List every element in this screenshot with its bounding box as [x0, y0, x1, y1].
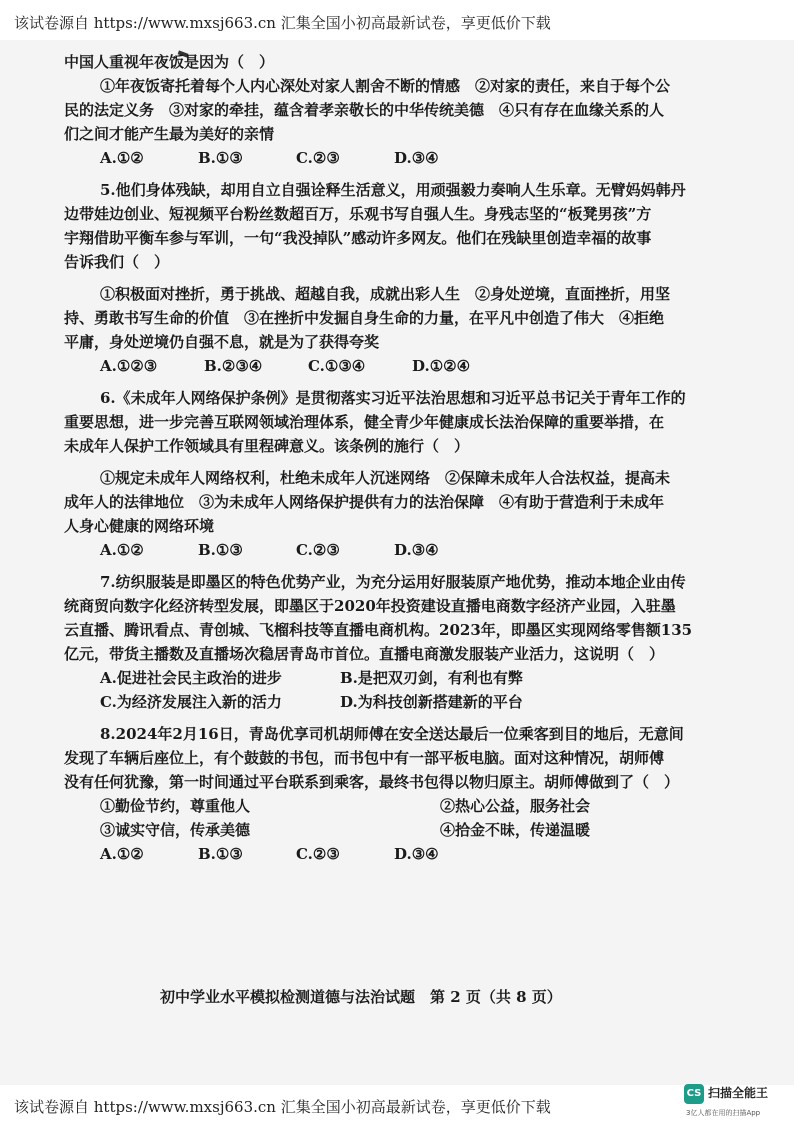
statement-row — [64, 818, 724, 842]
camscanner-logo-icon: CS — [684, 1084, 704, 1104]
statement-1: ①勤俭节约，尊重他人 — [100, 797, 251, 815]
option-a: A.①②③ — [100, 357, 158, 375]
question-5-stem-line: 宇翔借助平衡车参与军训，一句“我没掉队”感动许多网友。他们在残缺里创造幸福的故事 — [64, 229, 652, 247]
statement-line: ①积极面对挫折，勇于挑战、超越自我，成就出彩人生 ②身处逆境，直面挫折，用坚 — [100, 285, 671, 303]
statement-line: ①规定未成年人网络权利，杜绝未成年人沉迷网络 ②保障未成年人合法权益，提高未 — [100, 469, 671, 487]
option-a: A.①② — [100, 845, 144, 863]
question-8-stem-line: 发现了车辆后座位上，有个鼓鼓的书包，而书包中有一部平板电脑。面对这种情况，胡师傅 — [64, 749, 665, 767]
statement-line: ①年夜饭寄托着每个人内心深处对家人割舍不断的情感 ②对家的责任，来自于每个公 — [100, 77, 671, 95]
badge-subtitle: 3亿人都在用的扫描App — [686, 1109, 761, 1117]
option-a: A.促进社会民主政治的进步 — [100, 669, 282, 687]
option-c: C.②③ — [296, 149, 340, 167]
option-b: B.①③ — [198, 541, 243, 559]
question-7-stem-line: 统商贸向数字化经济转型发展，即墨区于2020年投资建设直播电商数字经济产业园，入驻墨 — [64, 597, 676, 615]
question-content — [64, 50, 724, 866]
option-d: D.③④ — [394, 541, 439, 559]
question-4-options — [64, 146, 724, 170]
question-5 — [64, 178, 724, 378]
option-d: D.③④ — [394, 149, 439, 167]
statement-line: 成年人的法律地位 ③为未成年人网络保护提供有力的法治保障 ④有助于营造利于未成年 — [64, 493, 665, 511]
question-8-stem-line: 没有任何犹豫，第一时间通过平台联系到乘客，最终书包得以物归原主。胡师傅做到了（ ） — [64, 773, 680, 791]
option-c: C.②③ — [296, 541, 340, 559]
question-7-stem-line: 亿元，带货主播数及直播场次稳居青岛市首位。直播电商激发服装产业活力，这说明（ ） — [64, 645, 665, 663]
question-4-stem: 中国人重视年夜饭是因为（ ） — [64, 53, 275, 71]
question-7-stem-line: 云直播、腾讯看点、青创城、飞榴科技等直播电商机构。2023年，即墨区实现网络零售额135 — [64, 621, 693, 639]
question-6-options — [64, 538, 724, 562]
statement-2: ②热心公益，服务社会 — [440, 797, 591, 815]
statement-row — [64, 794, 724, 818]
question-4 — [64, 50, 724, 170]
option-b: B.①③ — [198, 149, 243, 167]
page-footer: 初中学业水平模拟检测道德与法治试题 第 2 页（共 8 页） — [160, 988, 562, 1006]
option-b: B.是把双刃剑，有利也有弊 — [340, 669, 523, 687]
option-d: D.为科技创新搭建新的平台 — [340, 693, 523, 711]
question-7 — [64, 570, 724, 714]
question-6-stem-line: 重要思想，进一步完善互联网领域治理体系，健全青少年健康成长法治保障的重要举措，在 — [64, 413, 665, 431]
option-c: C.②③ — [296, 845, 340, 863]
question-8-stem-line: 8.2024年2月16日，青岛优享司机胡师傅在安全送达最后一位乘客到目的地后，无意间 — [100, 725, 684, 743]
statement-line: 持、勇敢书写生命的价值 ③在挫折中发掘自身生命的力量，在平凡中创造了伟大 ④拒绝 — [64, 309, 665, 327]
option-a: A.①② — [100, 149, 144, 167]
question-7-options-row-1 — [64, 666, 724, 690]
question-6 — [64, 386, 724, 562]
question-7-options-row-2 — [64, 690, 724, 714]
option-c: C.①③④ — [308, 357, 366, 375]
question-5-stem-line: 告诉我们（ ） — [64, 253, 170, 271]
question-7-stem-line: 7.纺织服装是即墨区的特色优势产业，为充分运用好服装原产地优势，推动本地企业由传 — [100, 573, 686, 591]
question-5-stem-line: 5.他们身体残缺，却用自立自强诠释生活意义，用顽强毅力奏响人生乐章。无臂妈妈韩丹 — [100, 181, 686, 199]
statement-line: 民的法定义务 ③对家的牵挂，蕴含着孝亲敬长的中华传统美德 ④只有存在血缘关系的人 — [64, 101, 665, 119]
option-b: B.②③④ — [204, 357, 263, 375]
question-6-stem-line: 6.《未成年人网络保护条例》是贯彻落实习近平法治思想和习近平总书记关于青年工作的 — [100, 389, 686, 407]
option-b: B.①③ — [198, 845, 243, 863]
statement-3: ③诚实守信，传承美德 — [100, 821, 251, 839]
scanner-app-badge — [684, 1082, 788, 1120]
watermark-bottom: 该试卷源自 https://www.mxsj663.cn 汇集全国小初高最新试卷，享更低价下载 — [14, 1098, 551, 1116]
question-8-options — [64, 842, 724, 866]
statement-line: 们之间才能产生最为美好的亲情 — [64, 125, 275, 143]
option-a: A.①② — [100, 541, 144, 559]
option-d: D.①②④ — [412, 357, 471, 375]
option-c: C.为经济发展注入新的活力 — [100, 693, 282, 711]
badge-title: 扫描全能王 — [708, 1086, 769, 1100]
statement-4: ④拾金不昧，传递温暖 — [440, 821, 591, 839]
option-d: D.③④ — [394, 845, 439, 863]
watermark-top: 该试卷源自 https://www.mxsj663.cn 汇集全国小初高最新试卷，享更低价下载 — [14, 14, 551, 32]
statement-line: 人身心健康的网络环境 — [64, 517, 215, 535]
question-8 — [64, 722, 724, 866]
question-5-stem-line: 边带娃边创业、短视频平台粉丝数超百万，乐观书写自强人生。身残志坚的“板凳男孩”方 — [64, 205, 652, 223]
question-5-options — [64, 354, 724, 378]
statement-line: 平庸，身处逆境仍自强不息，就是为了获得夸奖 — [64, 333, 380, 351]
question-6-stem-line: 未成年人保护工作领域具有里程碑意义。该条例的施行（ ） — [64, 437, 470, 455]
